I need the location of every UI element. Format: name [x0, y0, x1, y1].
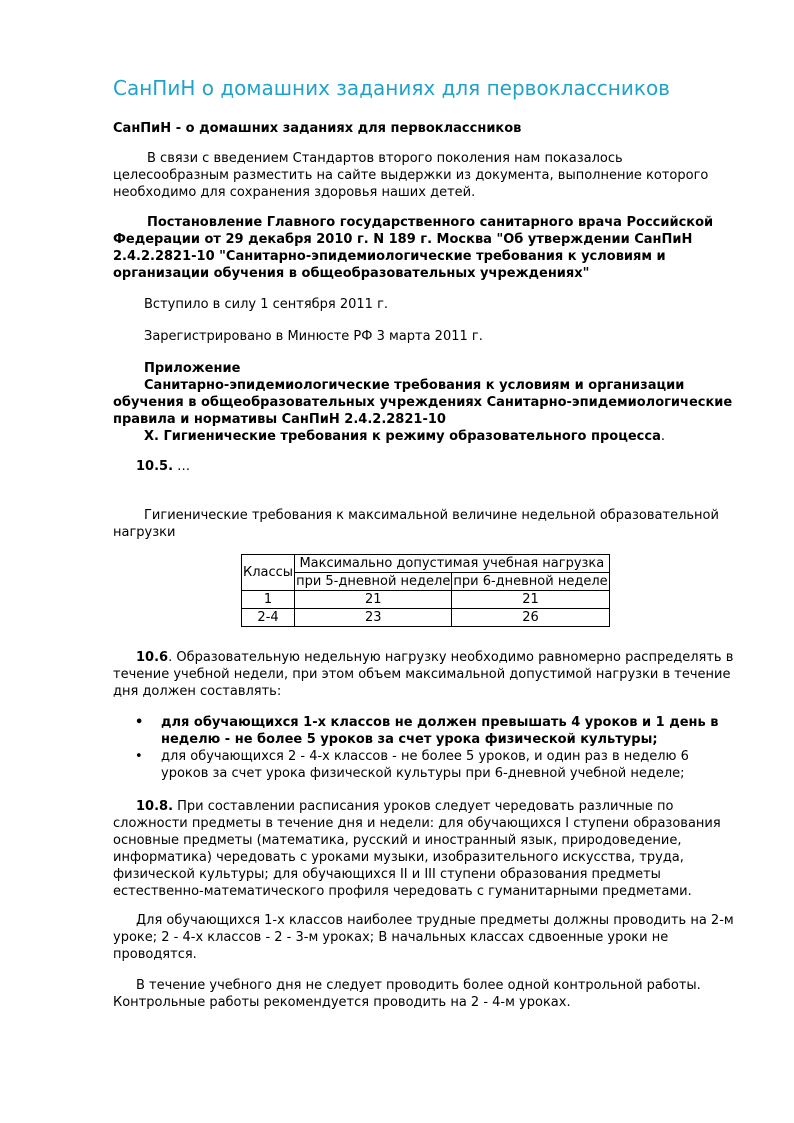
header-max-load: Максимально допустимая учебная нагрузка: [295, 555, 610, 573]
header-5day: при 5-дневной неделе: [296, 574, 451, 589]
first-class-paragraph: [113, 912, 738, 963]
section-10-6: [113, 649, 738, 700]
table-row: [242, 609, 610, 627]
cell-6day: 21: [452, 591, 609, 609]
header-6day: при 6-дневной неделе: [453, 574, 608, 589]
load-table: [241, 554, 610, 627]
appendix-block: [113, 360, 738, 445]
section-heading: X. Гигиенические требования к режиму образовательного процесса: [144, 429, 661, 444]
cell-class: 2-4: [242, 609, 295, 627]
first-class-text: Для обучающихся 1-х классов наиболее трудные предметы должны проводить на 2-м уроке; 2 - 4-х классов - 2 - 3-м уроках; В начальных классах сдвоенные уроки не проводятся.: [113, 913, 734, 962]
intro-text: В связи с введением Стандартов второго поколения нам показалось целесообразным разместить на сайте выдержки из документа, выполнение которого необходимо для сохранения здоровья наших детей.: [113, 151, 709, 200]
cell-class: 1: [242, 591, 295, 609]
bullet-icon: •: [135, 715, 144, 730]
section-heading-line: [113, 428, 738, 445]
hygiene-caption-text: Гигиенические требования к максимальной величине недельной образовательной нагрузки: [113, 508, 719, 540]
section-10-6-text: . Образовательную недельную нагрузку необходимо равномерно распределять в течение учебной недели, при этом объем максимальной допустимой нагрузки в течение дня должен составлять:: [113, 650, 734, 699]
page-title: СанПиН о домашних заданиях для первоклассников: [113, 76, 670, 100]
cell-6day: 26: [452, 609, 609, 627]
registration-note: [113, 328, 738, 345]
section-10-5-text: …: [177, 459, 191, 474]
entered-into-force: [113, 296, 738, 313]
table-header-row: [242, 555, 610, 573]
list-item-text: для обучающихся 2 - 4-х классов - не более 5 уроков, и один раз в неделю 6 уроков за счет урока физической культуры при 6-дневной учебной неделе;: [161, 749, 689, 781]
hygiene-caption: [113, 507, 738, 541]
decree-text: Постановление Главного государственного санитарного врача Российской Федерации от 29 декабря 2010 г. N 189 г. Москва "Об утверждении СанПиН 2.4.2.2821-10 "Санитарно-эпидемиологические требования к условиям и организации обучения в общеобразовательных учреждениях": [113, 215, 714, 281]
appendix-label: Приложение: [144, 361, 241, 376]
cell-5day: 21: [295, 591, 452, 609]
section-10-8-text: При составлении расписания уроков следует чередовать различные по сложности предметы в течение дня и недели: для обучающихся I ступени образования основные предметы (математика, русский и иностранный язык, природоведение, информатика) чередовать с уроками музыки, изобразительного искусства, труда, физической культуры; для обучающихся II и III ступени образования предметы естественно-математического профиля чередовать с гуманитарными предметами.: [113, 799, 721, 899]
section-10-5-number: 10.5.: [136, 459, 174, 474]
cell-5day: 23: [295, 609, 452, 627]
header-classes: Классы: [242, 555, 295, 591]
control-work-paragraph: [113, 977, 738, 1011]
section-10-5: [113, 458, 738, 475]
section-heading-end: .: [660, 429, 666, 444]
list-item: [130, 714, 738, 748]
registered-text: Зарегистрировано в Минюсте РФ 3 марта 2011 г.: [144, 329, 483, 344]
appendix-title-line: [113, 377, 738, 428]
control-work-text: В течение учебного дня не следует проводить более одной контрольной работы. Контрольные работы рекомендуется проводить на 2 - 4-м уроках.: [113, 978, 701, 1010]
load-table-wrapper: [241, 554, 610, 627]
table-subheader-row: [242, 573, 610, 591]
list-item: [130, 748, 738, 782]
entered-text: Вступило в силу 1 сентября 2011 г.: [144, 297, 389, 312]
subtitle: СанПиН - о домашних заданиях для первоклассников: [113, 121, 522, 136]
section-10-8-number: 10.8.: [136, 799, 174, 814]
appendix-title: Санитарно-эпидемиологические требования к условиям и организации обучения в общеобразовательных учреждениях Санитарно-эпидемиологические правила и нормативы СанПиН 2.4.2.2821-10: [113, 378, 733, 427]
bullet-icon: •: [135, 749, 143, 764]
list-item-text: для обучающихся 1-х классов не должен превышать 4 уроков и 1 день в неделю - не более 5 уроков за счет урока физической культуры;: [161, 715, 719, 747]
load-limits-list: [130, 714, 738, 782]
appendix-label-line: [113, 360, 738, 377]
intro-paragraph: [113, 150, 738, 201]
section-10-8: [113, 798, 738, 900]
decree-paragraph: [113, 214, 738, 282]
section-10-6-number: 10.6: [136, 650, 169, 665]
table-row: [242, 591, 610, 609]
